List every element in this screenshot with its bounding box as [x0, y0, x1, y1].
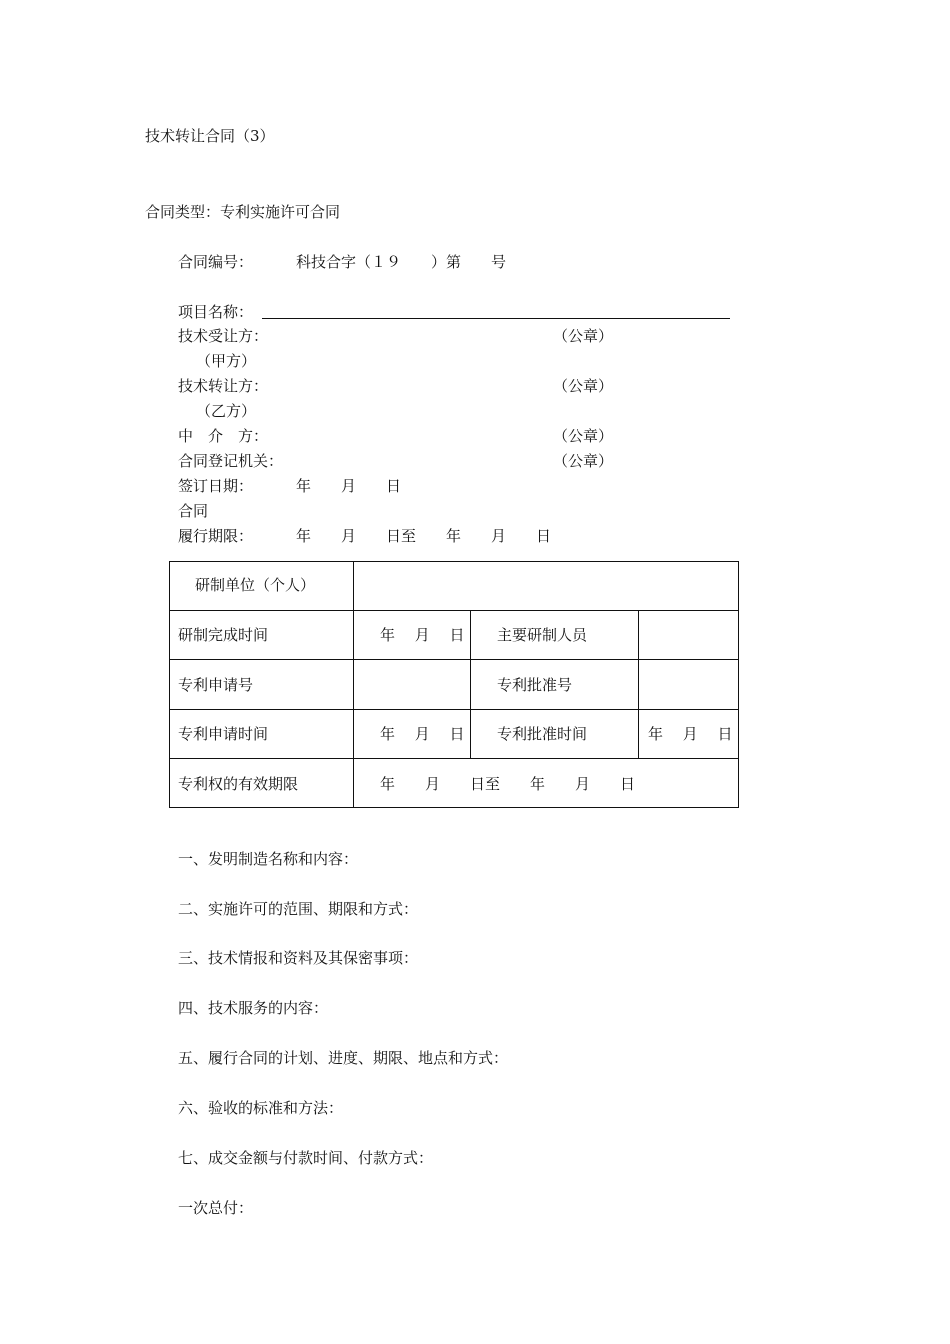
document-title: 技术转让合同（3）: [145, 127, 275, 145]
table-cell-dev-complete-label: 研制完成时间: [178, 626, 269, 644]
term-label-line1: 合同: [178, 502, 209, 520]
table-cell-dev-complete-date: 年 月 日: [380, 626, 465, 644]
transferor-label: 技术转让方：: [178, 377, 269, 395]
table-cell-patent-app-date: 年 月 日: [380, 725, 465, 743]
project-name-underline: [262, 318, 730, 319]
table-cell-patent-grant-date-label: 专利批准时间: [497, 725, 588, 743]
table-cell-main-staff-label: 主要研制人员: [497, 626, 588, 644]
table-divider: [170, 709, 738, 710]
section-heading: 七、成交金额与付款时间、付款方式：: [178, 1149, 434, 1167]
project-name-label: 项目名称：: [178, 303, 254, 321]
receiver-label: 技术受让方：: [178, 327, 269, 345]
registry-seal: （公章）: [553, 452, 614, 470]
intermediary-seal: （公章）: [553, 427, 614, 445]
intermediary-label: 中 介 方：: [178, 427, 269, 445]
section-heading: 二、实施许可的范围、期限和方式：: [178, 900, 419, 918]
sign-date-value: 年 月 日: [296, 477, 402, 495]
receiver-seal: （公章）: [553, 327, 614, 345]
section-heading: 四、技术服务的内容：: [178, 999, 329, 1017]
sign-date-label: 签订日期：: [178, 477, 254, 495]
table-divider: [170, 758, 738, 759]
section-heading: 三、技术情报和资料及其保密事项：: [178, 949, 419, 967]
contract-no-value: 科技合字（１９ ）第 号: [296, 253, 507, 271]
table-cell-patent-grant-date: 年 月 日: [648, 725, 733, 743]
table-cell-dev-unit-label: 研制单位（个人）: [195, 576, 316, 594]
table-divider: [170, 659, 738, 660]
table-cell-patent-grant-no-label: 专利批准号: [497, 676, 573, 694]
registry-label: 合同登记机关：: [178, 452, 284, 470]
transferor-seal: （公章）: [553, 377, 614, 395]
table-cell-patent-app-date-label: 专利申请时间: [178, 725, 269, 743]
section-heading: 一、发明制造名称和内容：: [178, 850, 359, 868]
party-b-label: （乙方）: [196, 402, 257, 420]
table-divider: [170, 610, 738, 611]
section-heading: 一次总付：: [178, 1199, 254, 1217]
term-label-line2: 履行期限：: [178, 527, 254, 545]
section-heading: 五、履行合同的计划、进度、期限、地点和方式：: [178, 1049, 509, 1067]
table-cell-validity-value: 年 月 日至 年 月 日: [380, 775, 636, 793]
patent-info-table: [169, 561, 739, 808]
table-divider: [470, 610, 471, 758]
contract-type: 合同类型：专利实施许可合同: [145, 203, 341, 221]
table-divider: [638, 610, 639, 758]
term-value: 年 月 日至 年 月 日: [296, 527, 552, 545]
table-cell-validity-label: 专利权的有效期限: [178, 775, 299, 793]
contract-no-label: 合同编号：: [178, 253, 254, 271]
section-heading: 六、验收的标准和方法：: [178, 1099, 344, 1117]
table-cell-patent-app-no-label: 专利申请号: [178, 676, 254, 694]
party-a-label: （甲方）: [196, 352, 257, 370]
table-divider: [353, 562, 354, 807]
